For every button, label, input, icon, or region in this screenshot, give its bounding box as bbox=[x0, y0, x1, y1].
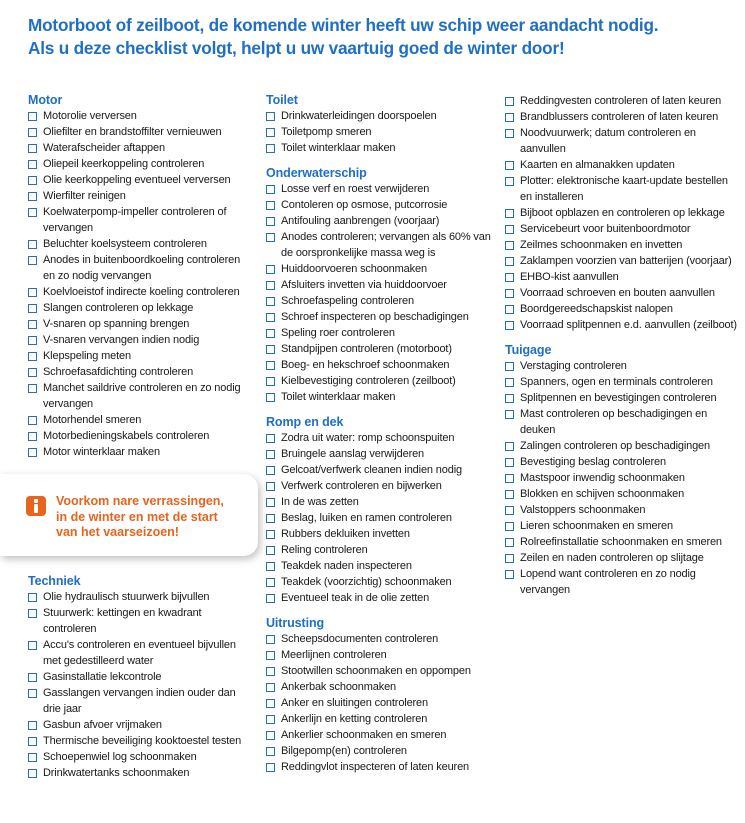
checklist-item-label: Motorolie verversen bbox=[43, 110, 137, 122]
checklist-item-label: Gasslangen vervangen indien ouder dan drie jaar bbox=[43, 687, 236, 715]
checklist-item-label: Motor winterklaar maken bbox=[43, 446, 160, 458]
checklist-item-label: Servicebeurt voor buitenboordmotor bbox=[520, 223, 691, 235]
checklist-item bbox=[266, 631, 496, 647]
checkbox[interactable] bbox=[505, 410, 514, 419]
checklist-item bbox=[266, 526, 496, 542]
checklist-item bbox=[266, 462, 496, 478]
checkbox[interactable] bbox=[505, 289, 514, 298]
checklist-item-label: Zodra uit water: romp schoonspuiten bbox=[281, 432, 455, 444]
checklist-item bbox=[28, 717, 253, 733]
checkbox[interactable] bbox=[28, 689, 37, 698]
checklist-item bbox=[28, 284, 253, 300]
checklist-item bbox=[28, 252, 253, 284]
checkbox[interactable] bbox=[505, 378, 514, 387]
checklist-item-label: Rubbers dekluiken invetten bbox=[281, 528, 410, 540]
checklist-item-label: Huiddoorvoeren schoonmaken bbox=[281, 263, 427, 275]
checklist-item-label: Gelcoat/verfwerk cleanen indien nodig bbox=[281, 464, 462, 476]
checklist-item-label: Schroef inspecteren op beschadigingen bbox=[281, 311, 469, 323]
callout-text bbox=[56, 494, 252, 541]
checkbox[interactable] bbox=[505, 554, 514, 563]
checklist-item-label: Toilet winterklaar maken bbox=[281, 142, 396, 154]
checklist-item bbox=[28, 605, 253, 637]
checklist-item bbox=[266, 197, 496, 213]
checklist-item-label: Speling roer controleren bbox=[281, 327, 395, 339]
checklist-item bbox=[505, 285, 737, 301]
checklist-item bbox=[28, 412, 253, 428]
column-1-lower bbox=[28, 574, 253, 781]
checklist-item-label: Reling controleren bbox=[281, 544, 368, 556]
checkbox[interactable] bbox=[505, 209, 514, 218]
checkbox[interactable] bbox=[266, 217, 275, 226]
checklist-item bbox=[266, 140, 496, 156]
checklist-item bbox=[266, 743, 496, 759]
checkbox[interactable] bbox=[505, 321, 514, 330]
checkbox[interactable] bbox=[505, 129, 514, 138]
checkbox[interactable] bbox=[505, 241, 514, 250]
checklist-item bbox=[28, 236, 253, 252]
checklist-item-label: Gasinstallatie lekcontrole bbox=[43, 671, 162, 683]
checklist-item bbox=[266, 574, 496, 590]
checkbox[interactable] bbox=[266, 297, 275, 306]
checkbox[interactable] bbox=[266, 345, 275, 354]
checklist-item bbox=[266, 229, 496, 261]
checklist-item bbox=[266, 261, 496, 277]
checklist-item-label: Waterafscheider aftappen bbox=[43, 142, 165, 154]
checkbox[interactable] bbox=[505, 273, 514, 282]
checklist-tuigage bbox=[505, 358, 737, 598]
checklist-item-label: Losse verf en roest verwijderen bbox=[281, 183, 430, 195]
checklist-item bbox=[505, 301, 737, 317]
checkbox[interactable] bbox=[266, 498, 275, 507]
checklist-item bbox=[505, 406, 737, 438]
checkbox[interactable] bbox=[28, 160, 37, 169]
checklist-item-label: Drinkwatertanks schoonmaken bbox=[43, 767, 190, 779]
checklist-item-label: Blokken en schijven schoonmaken bbox=[520, 488, 685, 500]
checklist-item-label: Boordgereedschapskist nalopen bbox=[520, 303, 673, 315]
checkbox[interactable] bbox=[28, 384, 37, 393]
checklist-item bbox=[505, 93, 737, 109]
checkbox[interactable] bbox=[505, 362, 514, 371]
checklist-item-label: Ankerlier schoonmaken en smeren bbox=[281, 729, 447, 741]
checklist-item bbox=[505, 253, 737, 269]
checklist-item-label: Noodvuurwerk; datum controleren en aanvullen bbox=[520, 127, 696, 155]
checklist-item-label: Oliepeil keerkoppeling controleren bbox=[43, 158, 205, 170]
checklist-item-label: Voorraad splitpennen e.d. aanvullen (zeilboot) bbox=[520, 319, 737, 331]
checklist-item-label: Toilet winterklaar maken bbox=[281, 391, 396, 403]
checkbox[interactable] bbox=[266, 377, 275, 386]
checklist-item-label: Brandblussers controleren of laten keuren bbox=[520, 111, 719, 123]
checkbox[interactable] bbox=[28, 128, 37, 137]
checklist-item-label: Motorhendel smeren bbox=[43, 414, 142, 426]
checklist-item-label: Manchet saildrive controleren en zo nodig vervangen bbox=[43, 382, 241, 410]
page-header bbox=[28, 14, 740, 60]
checklist-item bbox=[266, 695, 496, 711]
checkbox[interactable] bbox=[266, 530, 275, 539]
checklist-onderwaterschip bbox=[266, 181, 496, 405]
checklist-item-label: Voorraad schroeven en bouten aanvullen bbox=[520, 287, 715, 299]
checkbox[interactable] bbox=[505, 506, 514, 515]
checklist-item-label: Schoepenwiel log schoonmaken bbox=[43, 751, 197, 763]
checklist-item bbox=[28, 316, 253, 332]
checklist-item-label: Drinkwaterleidingen doorspoelen bbox=[281, 110, 437, 122]
checkbox[interactable] bbox=[505, 442, 514, 451]
checklist-item-label: Gasbun afvoer vrijmaken bbox=[43, 719, 162, 731]
checklist-item bbox=[505, 157, 737, 173]
checklist-item bbox=[266, 325, 496, 341]
callout-line-3: van het vaarseizoen! bbox=[56, 525, 179, 539]
checkbox[interactable] bbox=[28, 208, 37, 217]
checklist-item-label: Mast controleren op beschadigingen en deuken bbox=[520, 408, 708, 436]
checkbox[interactable] bbox=[28, 769, 37, 778]
checklist-item-label: Antifouling aanbrengen (voorjaar) bbox=[281, 215, 440, 227]
checklist-techniek bbox=[28, 589, 253, 781]
checkbox[interactable] bbox=[505, 225, 514, 234]
checklist-item-label: Contoleren op osmose, putcorrosie bbox=[281, 199, 448, 211]
section-title-motor: Motor bbox=[28, 93, 63, 107]
checkbox[interactable] bbox=[266, 514, 275, 523]
checklist-romp-en-dek bbox=[266, 430, 496, 606]
checkbox[interactable] bbox=[266, 466, 275, 475]
checklist-item bbox=[266, 181, 496, 197]
checklist-item bbox=[266, 663, 496, 679]
column-1 bbox=[28, 93, 253, 460]
checklist-item bbox=[28, 765, 253, 781]
checkbox[interactable] bbox=[266, 578, 275, 587]
checklist-item bbox=[266, 727, 496, 743]
checklist-item bbox=[505, 390, 737, 406]
checkbox[interactable] bbox=[505, 177, 514, 186]
checkbox[interactable] bbox=[266, 651, 275, 660]
checkbox[interactable] bbox=[28, 176, 37, 185]
checklist-item bbox=[505, 125, 737, 157]
checkbox[interactable] bbox=[266, 265, 275, 274]
checklist-item-label: Accu's controleren en eventueel bijvullen met gedestilleerd water bbox=[43, 639, 236, 667]
checklist-item bbox=[266, 277, 496, 293]
checklist-item-label: Motorbedieningskabels controleren bbox=[43, 430, 210, 442]
checklist-item-label: Plotter: elektronische kaart-update bestellen en installeren bbox=[520, 175, 728, 203]
checkbox[interactable] bbox=[266, 731, 275, 740]
checkbox[interactable] bbox=[266, 393, 275, 402]
checklist-item-label: Mastspoor inwendig schoonmaken bbox=[520, 472, 685, 484]
checklist-item-label: Teakdek (voorzichtig) schoonmaken bbox=[281, 576, 452, 588]
checkbox[interactable] bbox=[28, 240, 37, 249]
checklist-item bbox=[28, 428, 253, 444]
checkbox[interactable] bbox=[28, 256, 37, 265]
checklist-item-label: Bilgepomp(en) controleren bbox=[281, 745, 407, 757]
checkbox[interactable] bbox=[28, 593, 37, 602]
checklist-toilet bbox=[266, 108, 496, 156]
checklist-item bbox=[266, 293, 496, 309]
checkbox[interactable] bbox=[266, 546, 275, 555]
checklist-item-label: Beslag, luiken en ramen controleren bbox=[281, 512, 452, 524]
checklist-item-label: Teakdek naden inspecteren bbox=[281, 560, 412, 572]
section-title-romp-en-dek: Romp en dek bbox=[266, 415, 344, 429]
checklist-uitrusting bbox=[266, 631, 496, 775]
checkbox[interactable] bbox=[28, 144, 37, 153]
checkbox[interactable] bbox=[505, 305, 514, 314]
checkbox[interactable] bbox=[28, 416, 37, 425]
checklist-item bbox=[266, 389, 496, 405]
checkbox[interactable] bbox=[505, 458, 514, 467]
checkbox[interactable] bbox=[266, 482, 275, 491]
checklist-item-label: Splitpennen en bevestigingen controleren bbox=[520, 392, 717, 404]
checklist-item bbox=[28, 188, 253, 204]
checklist-item-label: Scheepsdocumenten controleren bbox=[281, 633, 439, 645]
checklist-item bbox=[505, 438, 737, 454]
checklist-item bbox=[28, 733, 253, 749]
checklist-item-label: Lieren schoonmaken en smeren bbox=[520, 520, 673, 532]
checklist-item bbox=[266, 647, 496, 663]
checklist-item bbox=[266, 679, 496, 695]
section-title-toilet: Toilet bbox=[266, 93, 298, 107]
checklist-item-label: EHBO-kist aanvullen bbox=[520, 271, 619, 283]
checkbox[interactable] bbox=[28, 721, 37, 730]
checklist-item-label: Schroefasafdichting controleren bbox=[43, 366, 194, 378]
checklist-item bbox=[28, 364, 253, 380]
checklist-item-label: Anodes controleren; vervangen als 60% van de oorspronkelijke massa weg is bbox=[281, 231, 491, 259]
checklist-item-label: Ankerbak schoonmaken bbox=[281, 681, 397, 693]
checklist-item bbox=[505, 237, 737, 253]
checklist-item-label: Olie keerkoppeling eventueel verversen bbox=[43, 174, 231, 186]
header-line-1: Motorboot of zeilboot, de komende winter heeft uw schip weer aandacht nodig. bbox=[28, 15, 659, 35]
checklist-item-label: V-snaren vervangen indien nodig bbox=[43, 334, 200, 346]
header-line-2: Als u deze checklist volgt, helpt u uw vaartuig goed de winter door! bbox=[28, 38, 565, 58]
checklist-item-label: Reddingvlot inspecteren of laten keuren bbox=[281, 761, 469, 773]
column-3 bbox=[505, 93, 737, 598]
tip-callout bbox=[0, 474, 258, 556]
checklist-item-label: Bijboot opblazen en controleren op lekkage bbox=[520, 207, 725, 219]
checklist-item-label: Zaklampen voorzien van batterijen (voorjaar) bbox=[520, 255, 732, 267]
checkbox[interactable] bbox=[505, 257, 514, 266]
checklist-item bbox=[505, 205, 737, 221]
checklist-item bbox=[266, 341, 496, 357]
checkbox[interactable] bbox=[266, 699, 275, 708]
checklist-item-label: Eventueel teak in de olie zetten bbox=[281, 592, 430, 604]
checklist-item bbox=[28, 332, 253, 348]
checklist-item-label: Valstoppers schoonmaken bbox=[520, 504, 646, 516]
checklist-item bbox=[505, 317, 737, 333]
checkbox[interactable] bbox=[266, 683, 275, 692]
checklist-item-label: Meerlijnen controleren bbox=[281, 649, 387, 661]
checklist-item bbox=[266, 558, 496, 574]
checklist-item bbox=[28, 140, 253, 156]
checklist-item bbox=[266, 542, 496, 558]
checklist-item-label: Wierfilter reinigen bbox=[43, 190, 126, 202]
checkbox[interactable] bbox=[28, 112, 37, 121]
checklist-item-label: Kaarten en almanakken updaten bbox=[520, 159, 675, 171]
checklist-item bbox=[28, 300, 253, 316]
checklist-item bbox=[505, 502, 737, 518]
checklist-item bbox=[266, 373, 496, 389]
checklist-item bbox=[505, 221, 737, 237]
info-icon bbox=[26, 496, 46, 516]
checklist-uitrusting-vervolg bbox=[505, 93, 737, 333]
checkbox[interactable] bbox=[505, 522, 514, 531]
checklist-item bbox=[266, 124, 496, 140]
checkbox[interactable] bbox=[266, 233, 275, 242]
checkbox[interactable] bbox=[505, 474, 514, 483]
checkbox[interactable] bbox=[266, 281, 275, 290]
checklist-item bbox=[505, 374, 737, 390]
checkbox[interactable] bbox=[266, 201, 275, 210]
checklist-item bbox=[505, 518, 737, 534]
checkbox[interactable] bbox=[266, 313, 275, 322]
checklist-item bbox=[28, 637, 253, 669]
checklist-item-label: Thermische beveiliging kooktoestel testen bbox=[43, 735, 242, 747]
checklist-item-label: Anker en sluitingen controleren bbox=[281, 697, 428, 709]
section-title-tuigage: Tuigage bbox=[505, 343, 552, 357]
checkbox[interactable] bbox=[266, 667, 275, 676]
checklist-item-label: Slangen controleren op lekkage bbox=[43, 302, 194, 314]
checkbox[interactable] bbox=[266, 594, 275, 603]
checkbox[interactable] bbox=[266, 144, 275, 153]
checkbox[interactable] bbox=[28, 641, 37, 650]
checklist-item bbox=[266, 446, 496, 462]
checkbox[interactable] bbox=[28, 737, 37, 746]
checklist-item-label: Anodes in buitenboordkoeling controleren en zo nodig vervangen bbox=[43, 254, 241, 282]
checklist-item-label: Boeg- en hekschroef schoonmaken bbox=[281, 359, 450, 371]
checkbox[interactable] bbox=[266, 635, 275, 644]
checklist-item bbox=[266, 478, 496, 494]
checklist-item bbox=[505, 358, 737, 374]
checkbox[interactable] bbox=[28, 609, 37, 618]
checklist-item bbox=[266, 357, 496, 373]
checklist-item-label: Stootwillen schoonmaken en oppompen bbox=[281, 665, 471, 677]
checkbox[interactable] bbox=[28, 753, 37, 762]
checklist-item bbox=[505, 566, 737, 598]
checklist-item-label: Beluchter koelsysteem controleren bbox=[43, 238, 207, 250]
checklist-item bbox=[266, 510, 496, 526]
checklist-item bbox=[28, 124, 253, 140]
checklist-item-label: Klepspeling meten bbox=[43, 350, 131, 362]
checkbox[interactable] bbox=[28, 448, 37, 457]
checklist-item bbox=[28, 348, 253, 364]
section-title-techniek: Techniek bbox=[28, 574, 81, 588]
checkbox[interactable] bbox=[266, 185, 275, 194]
checkbox[interactable] bbox=[266, 112, 275, 121]
checkbox[interactable] bbox=[28, 320, 37, 329]
checklist-item bbox=[266, 309, 496, 325]
checkbox[interactable] bbox=[266, 434, 275, 443]
checkbox[interactable] bbox=[266, 763, 275, 772]
checkbox[interactable] bbox=[28, 192, 37, 201]
checkbox[interactable] bbox=[266, 329, 275, 338]
checklist-item-label: Lopend want controleren en zo nodig vervangen bbox=[520, 568, 696, 596]
checklist-item bbox=[28, 589, 253, 605]
checkbox[interactable] bbox=[505, 570, 514, 579]
checklist-item bbox=[505, 454, 737, 470]
checklist-motor bbox=[28, 108, 253, 460]
checklist-item-label: Bruingele aanslag verwijderen bbox=[281, 448, 425, 460]
checkbox[interactable] bbox=[28, 352, 37, 361]
checklist-item-label: Oliefilter en brandstoffilter vernieuwen bbox=[43, 126, 222, 138]
checkbox[interactable] bbox=[266, 562, 275, 571]
checkbox[interactable] bbox=[505, 538, 514, 547]
checklist-item bbox=[266, 430, 496, 446]
checkbox[interactable] bbox=[505, 113, 514, 122]
checkbox[interactable] bbox=[266, 450, 275, 459]
checklist-item bbox=[28, 685, 253, 717]
checklist-item bbox=[505, 550, 737, 566]
checklist-item-label: Zalingen controleren op beschadigingen bbox=[520, 440, 710, 452]
checklist-item-label: Olie hydraulisch stuurwerk bijvullen bbox=[43, 591, 210, 603]
checkbox[interactable] bbox=[505, 394, 514, 403]
checklist-item-label: Koelwaterpomp-impeller controleren of vervangen bbox=[43, 206, 227, 234]
checkbox[interactable] bbox=[28, 304, 37, 313]
checklist-item-label: In de was zetten bbox=[281, 496, 359, 508]
checklist-item-label: Zeilen en naden controleren op slijtage bbox=[520, 552, 704, 564]
checklist-item bbox=[28, 444, 253, 460]
checklist-item-label: Verstaging controleren bbox=[520, 360, 627, 372]
column-2 bbox=[266, 93, 496, 775]
checklist-item bbox=[505, 534, 737, 550]
checklist-item-label: Afsluiters invetten via huiddoorvoer bbox=[281, 279, 447, 291]
checklist-item bbox=[505, 269, 737, 285]
checklist-item bbox=[266, 494, 496, 510]
checklist-item-label: Koelvloeistof indirecte koeling controleren bbox=[43, 286, 240, 298]
checkbox[interactable] bbox=[505, 161, 514, 170]
checklist-item-label: Spanners, ogen en terminals controleren bbox=[520, 376, 713, 388]
checkbox[interactable] bbox=[266, 361, 275, 370]
checklist-item-label: Schroefaspeling controleren bbox=[281, 295, 414, 307]
checklist-item-label: Toiletpomp smeren bbox=[281, 126, 372, 138]
checklist-item-label: Stuurwerk: kettingen en kwadrant controleren bbox=[43, 607, 202, 635]
checklist-item bbox=[266, 590, 496, 606]
checklist-item-label: Standpijpen controleren (motorboot) bbox=[281, 343, 452, 355]
checklist-item bbox=[505, 486, 737, 502]
checklist-item-label: Verfwerk controleren en bijwerken bbox=[281, 480, 442, 492]
checklist-item bbox=[28, 156, 253, 172]
callout-line-1: Voorkom nare verrassingen, bbox=[56, 494, 224, 508]
section-title-onderwaterschip: Onderwaterschip bbox=[266, 166, 367, 180]
checkbox[interactable] bbox=[505, 97, 514, 106]
checklist-item bbox=[266, 711, 496, 727]
checklist-item bbox=[505, 173, 737, 205]
checklist-item bbox=[28, 669, 253, 685]
checklist-item-label: Rolreefinstallatie schoonmaken en smeren bbox=[520, 536, 722, 548]
section-title-uitrusting: Uitrusting bbox=[266, 616, 325, 630]
checklist-item-label: V-snaren op spanning brengen bbox=[43, 318, 190, 330]
checklist-item bbox=[266, 213, 496, 229]
checkbox[interactable] bbox=[28, 673, 37, 682]
checklist-item bbox=[266, 759, 496, 775]
checkbox[interactable] bbox=[266, 747, 275, 756]
checkbox[interactable] bbox=[28, 368, 37, 377]
checklist-item bbox=[266, 108, 496, 124]
checklist-item bbox=[505, 109, 737, 125]
checklist-item bbox=[28, 108, 253, 124]
checklist-item-label: Ankerlijn en ketting controleren bbox=[281, 713, 428, 725]
checkbox[interactable] bbox=[266, 715, 275, 724]
checkbox[interactable] bbox=[28, 432, 37, 441]
checkbox[interactable] bbox=[28, 288, 37, 297]
checklist-item-label: Bevestiging beslag controleren bbox=[520, 456, 666, 468]
checklist-item-label: Reddingvesten controleren of laten keuren bbox=[520, 95, 722, 107]
checklist-item bbox=[28, 380, 253, 412]
checklist-item-label: Zeilmes schoonmaken en invetten bbox=[520, 239, 683, 251]
callout-line-2: in de winter en met de start bbox=[56, 509, 218, 524]
checkbox[interactable] bbox=[28, 336, 37, 345]
checklist-item-label: Kielbevestiging controleren (zeilboot) bbox=[281, 375, 456, 387]
checkbox[interactable] bbox=[505, 490, 514, 499]
checklist-item bbox=[28, 172, 253, 188]
checklist-item bbox=[28, 204, 253, 236]
checklist-item bbox=[28, 749, 253, 765]
checklist-item bbox=[505, 470, 737, 486]
checkbox[interactable] bbox=[266, 128, 275, 137]
